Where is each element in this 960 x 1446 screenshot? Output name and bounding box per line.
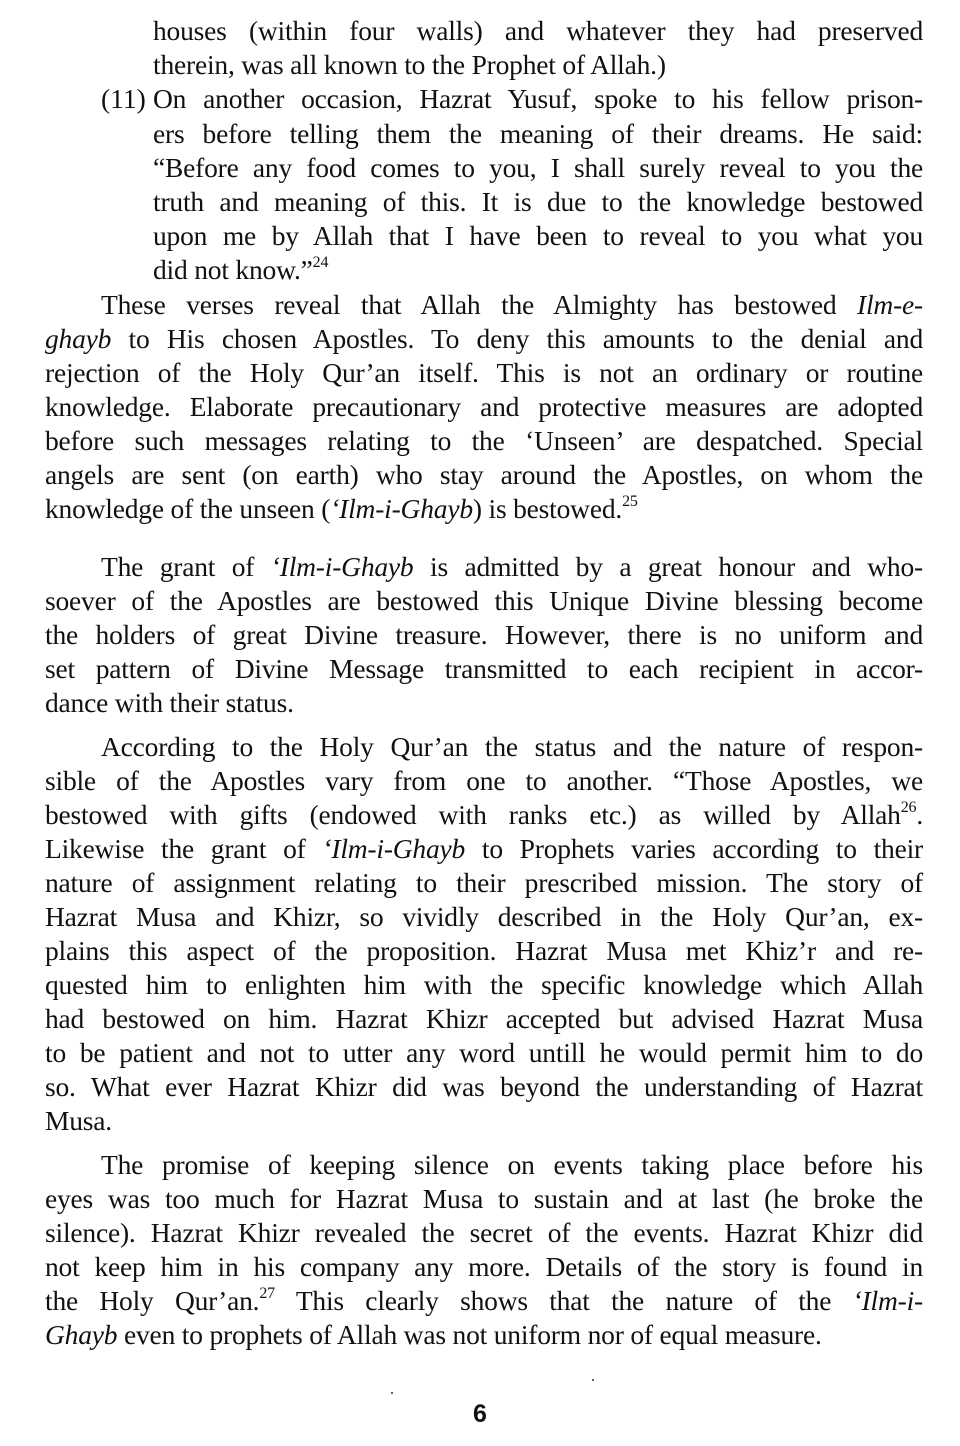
text-line: not keep him in his company any more. Details of the story is found in [45,1251,923,1282]
scan-speck [592,1379,594,1381]
line-text: bestowed with gifts (endowed with ranks etc.) as willed by Allah [45,799,901,830]
italic-term: ‘Ilm-i-Ghayb [322,833,466,864]
text-line: houses (within four walls) and whatever they had preserved [153,15,923,46]
text-line: dance with their status. [45,687,294,718]
scan-speck [391,1392,393,1394]
italic-term: ‘Ilm-i-Ghayb [270,551,414,582]
italic-term: Ilm-e- [857,289,923,320]
text-line: rejection of the Holy Qur’an itself. This is not an ordinary or routine [45,357,923,388]
italic-term: ghayb [45,323,112,354]
line-text: ) is bestowed. [472,493,623,524]
text-line [45,1318,923,1352]
italic-term: ‘Ilm-i-Ghayb [330,493,473,524]
italic-term: ‘Ilm-i- [852,1285,923,1316]
text-line: ers before telling them the meaning of their dreams. He said: [153,118,923,149]
line-text: The grant of [101,551,271,582]
line-text: even to prophets of Allah was not uniform nor of equal measure. [117,1319,822,1350]
text-line: sible of the Apostles vary from one to another. “Those Apostles, we [45,765,923,796]
line-text: to His chosen Apostles. To deny this amounts to the denial and [111,323,923,354]
text-line [153,253,923,287]
text-line: the holders of great Divine treasure. However, there is no uniform and [45,619,923,650]
text-line [101,288,923,322]
text-line: upon me by Allah that I have been to reveal to you what you [153,220,923,251]
text-line [45,798,923,832]
text-line: nature of assignment relating to their prescribed mission. The story of [45,867,923,898]
text-line: quested him to enlighten him with the specific knowledge which Allah [45,969,923,1000]
text-line [101,550,923,584]
footnote-marker: 25 [622,492,638,510]
line-text: is admitted by a great honour and who- [413,551,923,582]
text-line: soever of the Apostles are bestowed this Unique Divine blessing become [45,585,923,616]
text-line: had bestowed on him. Hazrat Khizr accepted but advised Hazrat Musa [45,1003,923,1034]
line-text: to Prophets varies according to their [465,833,923,864]
text-line: silence). Hazrat Khizr revealed the secret of the events. Hazrat Khizr did [45,1217,923,1248]
line-text: did not know.” [153,254,313,285]
text-line: angels are sent (on earth) who stay around the Apostles, on whom the [45,459,923,490]
text-line [45,322,923,356]
text-line: Hazrat Musa and Khizr, so vividly described in the Holy Qur’an, ex- [45,901,923,932]
line-text: These verses reveal that Allah the Almighty has bestowed [101,289,858,320]
text-line: Musa. [45,1105,112,1136]
footnote-marker: 24 [312,253,329,271]
footnote-marker: 27 [259,1284,275,1302]
list-marker: (11) [101,83,146,114]
text-line: truth and meaning of this. It is due to the knowledge bestowed [153,186,923,217]
text-line: set pattern of Divine Message transmitted to each recipient in accor- [45,653,923,684]
line-text: knowledge of the unseen ( [45,493,331,524]
line-text: the Holy Qur’an. [45,1285,260,1316]
text-line: The promise of keeping silence on events taking place before his [101,1149,923,1180]
page-number: 6 [473,1400,487,1428]
text-line: before such messages relating to the ‘Unseen’ are despatched. Special [45,425,923,456]
text-line: knowledge. Elaborate precautionary and protective measures are adopted [45,391,923,422]
footnote-marker: 26 [900,798,917,816]
line-text: Likewise the grant of [45,833,323,864]
text-line: so. What ever Hazrat Khizr did was beyond the understanding of Hazrat [45,1071,923,1102]
text-line: “Before any food comes to you, I shall surely reveal to you the [153,152,923,183]
text-line: plains this aspect of the proposition. Hazrat Musa met Khiz’r and re- [45,935,923,966]
text-line: eyes was too much for Hazrat Musa to sustain and at last (he broke the [45,1183,923,1214]
text-line [45,832,923,866]
text-line: to be patient and not to utter any word untill he would permit him to do [45,1037,923,1068]
text-line [45,492,923,526]
text-line [45,1284,923,1318]
text-line: According to the Holy Qur’an the status and the nature of respon- [101,731,923,762]
italic-term: Ghayb [45,1319,118,1350]
text-line: therein, was all known to the Prophet of Allah.) [153,49,666,80]
line-text: This clearly shows that the nature of the [274,1285,853,1316]
line-text: . [916,799,923,830]
text-line: On another occasion, Hazrat Yusuf, spoke to his fellow prison- [153,83,923,114]
